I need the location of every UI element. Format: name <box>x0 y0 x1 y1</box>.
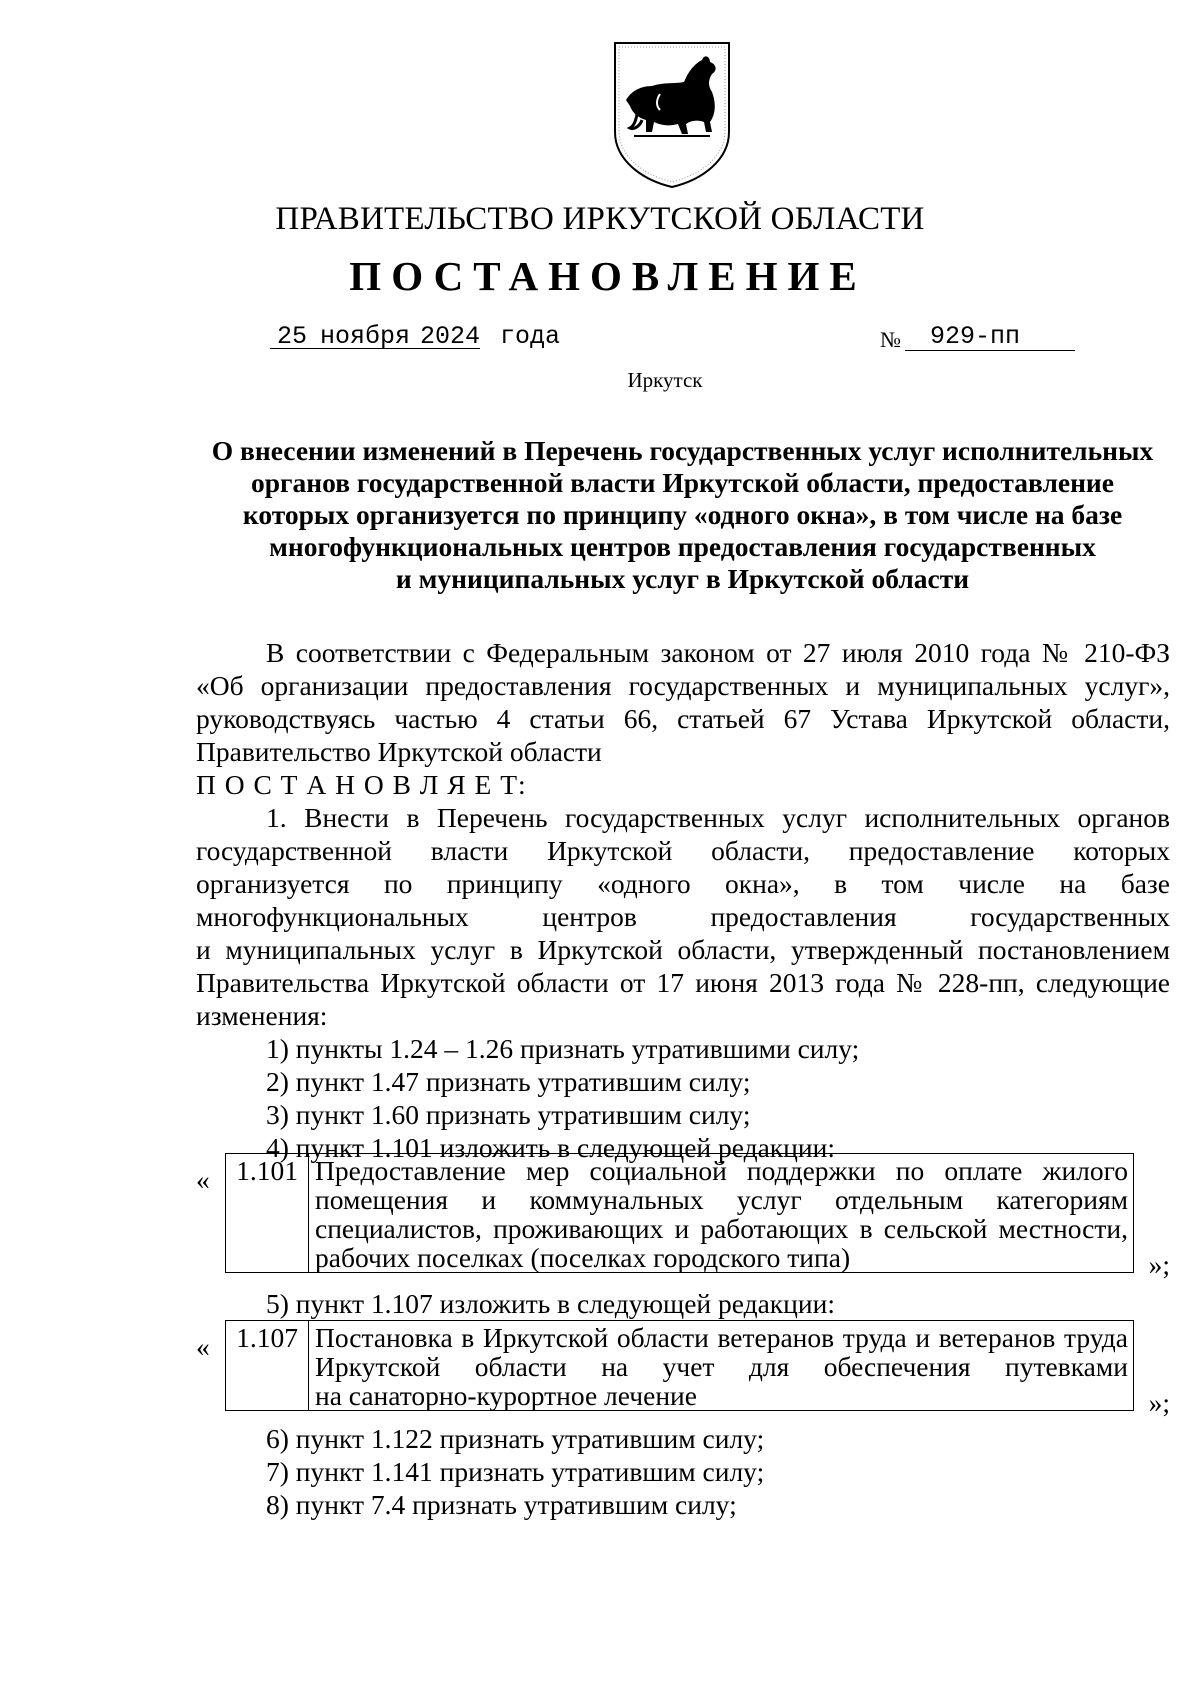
amendment-line: Предоставление мер социальной поддержки по оплате жилого <box>315 1155 1128 1186</box>
title-line: которых организуется по принципу «одного окна», в том числе на базе <box>242 499 1123 530</box>
quote-close-mark: »; <box>1148 1249 1170 1280</box>
amendment-table-1101 <box>225 1153 1134 1273</box>
date-month: ноября <box>320 322 411 351</box>
clause-line: государственной власти Иркутской области, предоставление которых <box>196 835 1170 866</box>
title-line: органов государственной власти Иркутской области, предоставление <box>251 467 1114 498</box>
quote-open-mark: « <box>196 1164 210 1195</box>
amendment-text <box>309 1321 1134 1411</box>
list-item: 6) пункт 1.122 признать утратившим силу; <box>266 1423 765 1454</box>
date-year: 2024 <box>420 322 481 351</box>
amendment-quote-1101 <box>196 1153 1170 1285</box>
preamble-line: руководствуясь частью 4 статьи 66, статьей 67 Устава Иркутской области, <box>196 703 1170 734</box>
list-item: 4) пункт 1.101 изложить в следующей редакции: <box>266 1132 835 1163</box>
amendment-number: 1.107 <box>226 1321 309 1411</box>
quote-open-mark: « <box>196 1331 210 1362</box>
resolves-word: П О С Т А Н О В Л Я Е Т: <box>196 769 527 800</box>
date-suffix: года <box>500 322 561 351</box>
number-sign: № <box>880 327 901 352</box>
amendment-line: Постановка в Иркутской области ветеранов труда и ветеранов труда <box>315 1322 1128 1353</box>
clause-line: 1. Внести в Перечень государственных услуг исполнительных органов <box>266 802 1170 833</box>
items-6-8-block <box>196 1422 1170 1521</box>
amendment-line: специалистов, проживающих и работающих в сельской местности, <box>315 1213 1128 1244</box>
amendment-number: 1.101 <box>226 1154 309 1273</box>
preamble <box>196 636 1170 1164</box>
coat-of-arms-emblem <box>612 40 732 190</box>
date-underline <box>270 348 480 349</box>
list-item: 2) пункт 1.47 признать утратившим силу; <box>266 1066 751 1097</box>
number-underline <box>905 350 1075 351</box>
amendment-line: рабочих поселках (поселках городского типа) <box>315 1242 851 1273</box>
clause-line: организуется по принципу «одного окна», в том числе на базе <box>196 868 1170 899</box>
amendment-quote-1107 <box>196 1320 1170 1420</box>
clause-line: изменения: <box>196 1000 328 1031</box>
document-number: 929-пп <box>930 322 1021 351</box>
clause-line: и муниципальных услуг в Иркутской области, утвержденный постановлением <box>196 934 1170 965</box>
clause-line: Правительства Иркутской области от 17 июня 2013 года № 228-пп, следующие <box>196 967 1170 998</box>
amendment-table-1107 <box>225 1320 1134 1411</box>
city: Иркутск <box>627 368 703 392</box>
document-type: ПОСТАНОВЛЕНИЕ <box>349 253 867 299</box>
title-line: и муниципальных услуг в Иркутской области <box>395 563 970 594</box>
amendment-line: Иркутской области на учет для обеспечения путевками <box>315 1351 1128 1382</box>
amendment-line: на санаторно-курортное лечение <box>315 1380 697 1411</box>
date-day: 25 <box>277 322 308 351</box>
quote-close-mark: »; <box>1148 1387 1170 1418</box>
preamble-line: В соответствии с Федеральным законом от 27 июля 2010 года № 210-ФЗ <box>266 637 1170 668</box>
item-5-block <box>196 1287 1170 1320</box>
document-title <box>175 435 1190 595</box>
list-item: 8) пункт 7.4 признать утратившим силу; <box>266 1489 737 1520</box>
clause-line: многофункциональных центров предоставления государственных <box>196 901 1170 932</box>
preamble-line: «Об организации предоставления государственных и муниципальных услуг», <box>196 670 1170 701</box>
preamble-line: Правительство Иркутской области <box>196 736 602 767</box>
list-item: 3) пункт 1.60 признать утратившим силу; <box>266 1099 751 1130</box>
list-item: 1) пункты 1.24 – 1.26 признать утратившими силу; <box>266 1033 860 1064</box>
amendment-line: помещения и коммунальных услуг отдельным категориям <box>315 1184 1128 1215</box>
list-item: 7) пункт 1.141 признать утратившим силу; <box>266 1456 765 1487</box>
government-name: ПРАВИТЕЛЬСТВО ИРКУТСКОЙ ОБЛАСТИ <box>275 201 925 237</box>
title-line: многофункциональных центров предоставления государственных <box>269 531 1096 562</box>
title-line: О внесении изменений в Перечень государственных услуг исполнительных <box>211 435 1154 466</box>
list-item: 5) пункт 1.107 изложить в следующей редакции: <box>266 1288 835 1319</box>
amendment-text <box>309 1154 1134 1273</box>
